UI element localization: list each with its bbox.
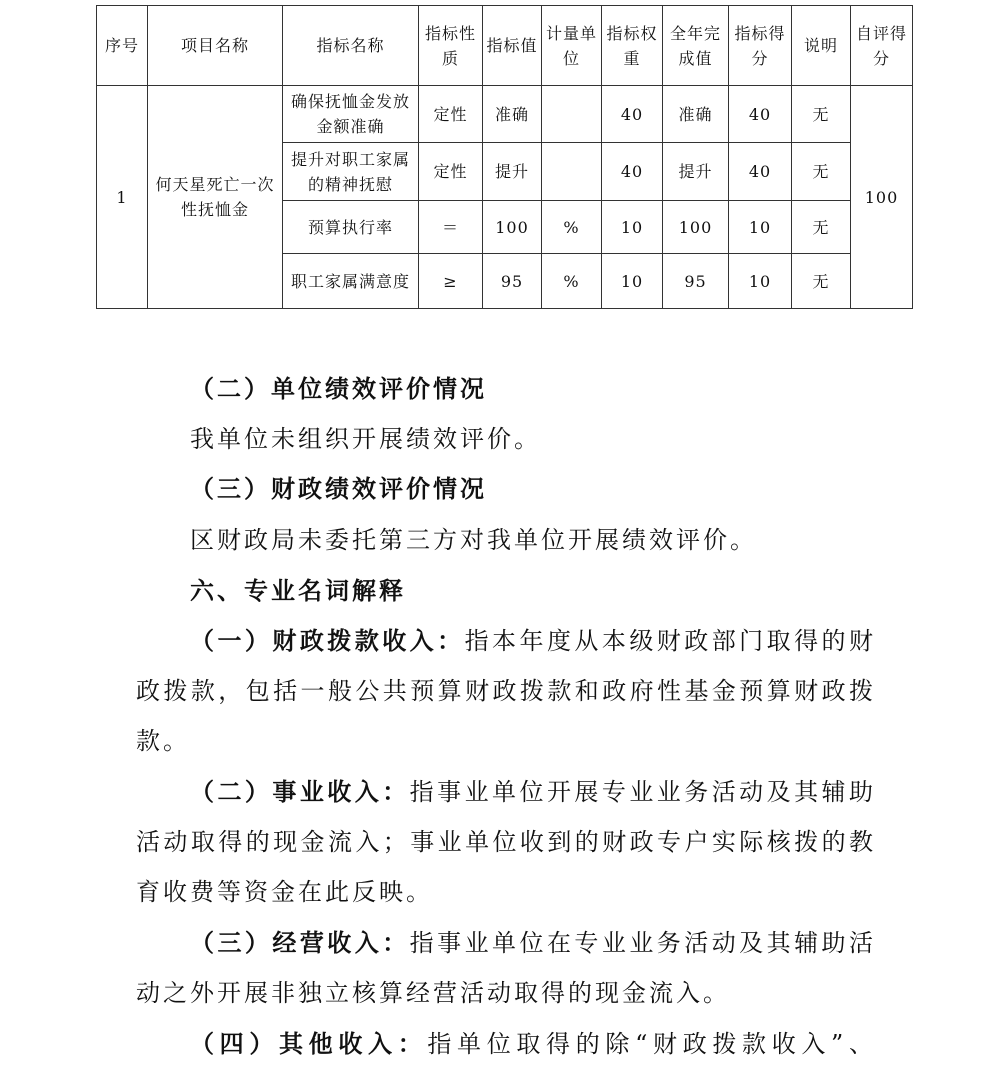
term-label: （一）财政拨款收入： (190, 626, 465, 655)
actual-cell: 95 (663, 254, 729, 309)
table-header-row (97, 6, 913, 86)
performance-table (96, 5, 913, 309)
term-label: （二）事业收入： (190, 777, 410, 806)
note-cell: 无 (792, 201, 851, 254)
indicator-cell: 职工家属满意度 (283, 254, 419, 309)
header-indicator-name: 指标名称 (283, 6, 419, 86)
note-cell: 无 (792, 254, 851, 309)
nature-cell: ≥ (419, 254, 483, 309)
term-text: 指本年度从本级财政部门取得的财 (464, 627, 877, 655)
heading-finance-evaluation: （三）财政绩效评价情况 (190, 474, 487, 503)
term-line (136, 616, 876, 666)
score-cell: 40 (729, 143, 792, 201)
header-self-score: 自评得分 (851, 6, 913, 86)
term-line: 活动取得的现金流入；事业单位收到的财政专户实际核拨的教 (136, 828, 876, 856)
term-line: 动之外开展非独立核算经营活动取得的现金流入。 (136, 979, 730, 1007)
unit-cell: % (542, 201, 602, 254)
term-fiscal-appropriation (136, 616, 876, 766)
actual-cell: 提升 (663, 143, 729, 201)
term-text: 指事业单位在专业业务活动及其辅助活 (409, 929, 877, 957)
header-note: 说明 (792, 6, 851, 86)
indicator-cell: 提升对职工家属的精神抚慰 (283, 143, 419, 201)
term-business-income (136, 767, 876, 917)
unit-cell (542, 86, 602, 143)
term-text: 指事业单位开展专业业务活动及其辅助 (409, 778, 877, 806)
value-cell: 准确 (483, 86, 542, 143)
header-indicator-nature: 指标性质 (419, 6, 483, 86)
term-line (136, 767, 876, 817)
value-cell: 提升 (483, 143, 542, 201)
term-label: （三）经营收入： (190, 928, 410, 957)
weight-cell: 40 (602, 86, 663, 143)
note-cell: 无 (792, 143, 851, 201)
header-unit: 计量单位 (542, 6, 602, 86)
weight-cell: 10 (602, 201, 663, 254)
nature-cell: 定性 (419, 143, 483, 201)
term-label: （四）其他收入： (190, 1029, 428, 1058)
weight-cell: 10 (602, 254, 663, 309)
indicator-cell: 预算执行率 (283, 201, 419, 254)
header-score: 指标得分 (729, 6, 792, 86)
value-cell: 100 (483, 201, 542, 254)
unit-cell: % (542, 254, 602, 309)
term-line: 款。 (136, 727, 190, 755)
header-actual: 全年完成值 (663, 6, 729, 86)
header-weight: 指标权重 (602, 6, 663, 86)
note-cell: 无 (792, 86, 851, 143)
nature-cell: ＝ (419, 201, 483, 254)
project-name-cell: 何天星死亡一次性抚恤金 (148, 86, 283, 309)
paragraph-unit-evaluation: 我单位未组织开展绩效评价。 (190, 425, 541, 453)
weight-cell: 40 (602, 143, 663, 201)
heading-terms: 六、专业名词解释 (190, 576, 406, 605)
heading-unit-evaluation: （二）单位绩效评价情况 (190, 374, 487, 403)
header-serial: 序号 (97, 6, 148, 86)
term-line (136, 918, 876, 968)
header-indicator-value: 指标值 (483, 6, 542, 86)
unit-cell (542, 143, 602, 201)
value-cell: 95 (483, 254, 542, 309)
nature-cell: 定性 (419, 86, 483, 143)
score-cell: 40 (729, 86, 792, 143)
score-cell: 10 (729, 254, 792, 309)
paragraph-finance-evaluation: 区财政局未委托第三方对我单位开展绩效评价。 (190, 526, 757, 554)
serial-cell: 1 (97, 86, 148, 309)
term-line: 政拨款，包括一般公共预算财政拨款和政府性基金预算财政拨 (136, 677, 876, 705)
score-cell: 10 (729, 201, 792, 254)
actual-cell: 准确 (663, 86, 729, 143)
self-score-cell: 100 (851, 86, 913, 309)
indicator-cell: 确保抚恤金发放金额准确 (283, 86, 419, 143)
actual-cell: 100 (663, 201, 729, 254)
term-text: 指单位取得的除“财政拨款收入”、 (427, 1030, 876, 1058)
table-row (97, 86, 913, 143)
term-operating-income (136, 918, 876, 1018)
header-project-name: 项目名称 (148, 6, 283, 86)
term-line: 育收费等资金在此反映。 (136, 878, 433, 906)
